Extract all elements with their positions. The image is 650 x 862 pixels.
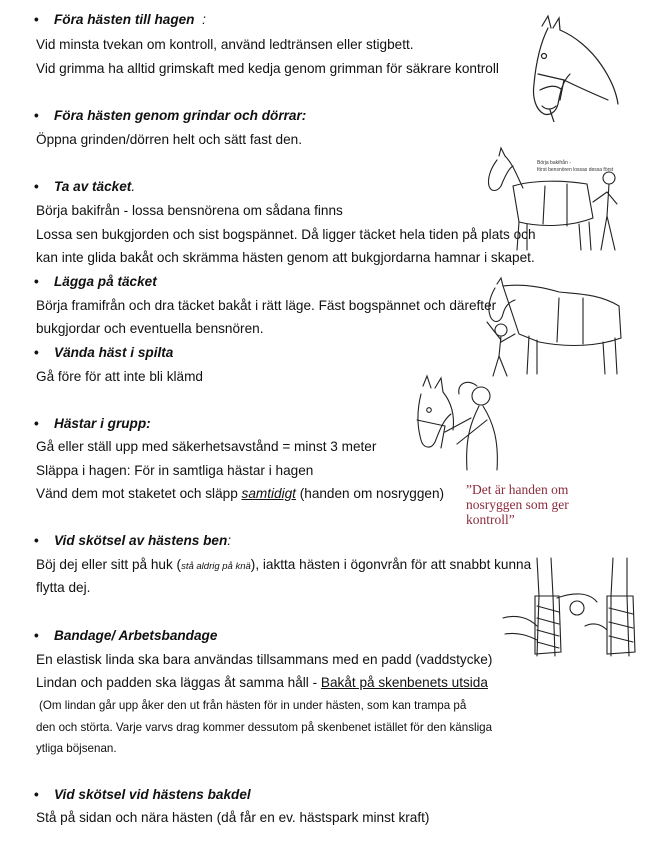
heading-vanda-hast — [36, 344, 173, 362]
small-note-line: (Om lindan går upp åker den ut från hästen för in under hästen, som kan trampa på — [39, 699, 467, 712]
bullet: • — [34, 345, 39, 360]
heading-lagga-pa-tacket — [36, 273, 157, 291]
quote-line: kontroll” — [466, 512, 515, 527]
paragraph-line: Gå eller ställ upp med säkerhetsavstånd = minst 3 meter — [36, 439, 377, 454]
bullet: • — [34, 787, 39, 802]
blanket-on-illustration — [479, 276, 634, 380]
heading-text: Vända häst i spilta — [54, 345, 174, 360]
text-span: (handen om nosryggen) — [295, 486, 445, 501]
paragraph-line: Stå på sidan och nära hästen (då får en ev. hästspark minst kraft) — [36, 810, 430, 825]
heading-text: Bandage/ Arbetsbandage — [54, 628, 218, 643]
heading-tail: . — [131, 179, 136, 194]
heading-ta-av-tacket — [36, 178, 135, 196]
heading-text: Lägga på täcket — [54, 274, 157, 289]
bullet: • — [34, 12, 39, 27]
paragraph-line: bukgjordar och eventuella bensnören. — [36, 321, 264, 336]
heading-tail: : — [227, 533, 232, 548]
bullet: • — [34, 416, 39, 431]
text-span: Vänd dem mot staketet och släpp — [36, 486, 242, 501]
quote-line: ”Det är handen om — [466, 482, 569, 497]
paragraph-line: Släppa i hagen: För in samtliga hästar i hagen — [36, 463, 314, 478]
heading-hastar-i-grupp — [36, 415, 151, 433]
bullet: • — [34, 108, 39, 123]
bullet: • — [34, 533, 39, 548]
text-span: ), iaktta hästen i ögonvrån för att snabbt kunna — [250, 557, 532, 572]
paragraph-line: Börja bakifrån - lossa bensnörena om sådana finns — [36, 203, 343, 218]
heading-text: Vid skötsel vid hästens bakdel — [54, 787, 251, 802]
bullet: • — [34, 179, 39, 194]
leg-bandage-illustration — [493, 556, 643, 668]
paragraph-line: Öppna grinden/dörren helt och sätt fast den. — [36, 132, 303, 147]
heading-text: Hästar i grupp: — [54, 416, 151, 431]
paragraph-line: kan inte glida bakåt och skrämma hästen genom att bukgjordarna hamnar i skapet. — [36, 250, 535, 265]
paragraph-line: En elastisk linda ska bara användas tillsammans med en padd (vaddstycke) — [36, 652, 493, 667]
paragraph-line: Börja framifrån och dra täcket bakåt i rätt läge. Fäst bogspännet och därefter — [36, 298, 497, 313]
underlined-text: Bakåt på skenbenets utsida — [320, 675, 488, 690]
paragraph-line — [36, 485, 444, 503]
paragraph-line: Vid grimma ha alltid grimskaft med kedja genom grimman för säkrare kontroll — [36, 61, 499, 76]
heading-text: Vid skötsel av hästens ben — [54, 533, 228, 548]
paragraph-line — [36, 674, 488, 692]
heading-skotsel-bakdel — [36, 786, 251, 804]
heading-fora-hasten-till-hagen — [36, 11, 206, 29]
paragraph-line: Vid minsta tvekan om kontroll, använd ledtränsen eller stigbett. — [36, 37, 414, 52]
paragraph-line: Gå före för att inte bli klämd — [36, 369, 203, 384]
bullet: • — [34, 628, 39, 643]
horse-head-halter-illustration — [520, 14, 620, 122]
paragraph-line — [36, 556, 531, 576]
heading-grindar-dorrar — [36, 107, 306, 125]
heading-text: Föra hästen till hagen — [54, 12, 195, 27]
small-note-line: ytliga böjsenan. — [36, 742, 117, 755]
bullet: • — [34, 274, 39, 289]
quote-line: nosryggen som ger — [466, 497, 569, 512]
heading-text: Föra hästen genom grindar och dörrar — [54, 108, 302, 123]
heading-bandage — [36, 627, 217, 645]
emphasis-text: samtidigt — [241, 486, 296, 501]
horse-nose-hold-illustration — [407, 374, 505, 472]
illustration-note-line: först bensnören lossas dessa först — [537, 167, 614, 173]
paragraph-line: Lossa sen bukgjorden och sist bogspännet. Då ligger täcket hela tiden på plats och — [36, 227, 536, 242]
heading-tail: : — [202, 12, 206, 27]
text-span: Lindan och padden ska läggas åt samma håll - — [36, 675, 321, 690]
heading-tail: : — [301, 108, 307, 123]
small-note-line: den och störta. Varje varvs drag kommer dessutom på skenbenet istället för den känsliga — [36, 721, 493, 734]
paragraph-line: flytta dej. — [36, 580, 91, 595]
heading-text: Ta av täcket — [54, 179, 132, 194]
illustration-note-line: Börja bakifrån - — [537, 160, 571, 166]
text-span: Böj dej eller sitt på huk ( — [36, 557, 182, 572]
handwritten-quote — [466, 482, 606, 527]
emphasis-text: stå aldrig på knä — [181, 561, 251, 572]
heading-skotsel-ben — [36, 532, 231, 550]
blanket-removal-illustration — [483, 146, 631, 254]
